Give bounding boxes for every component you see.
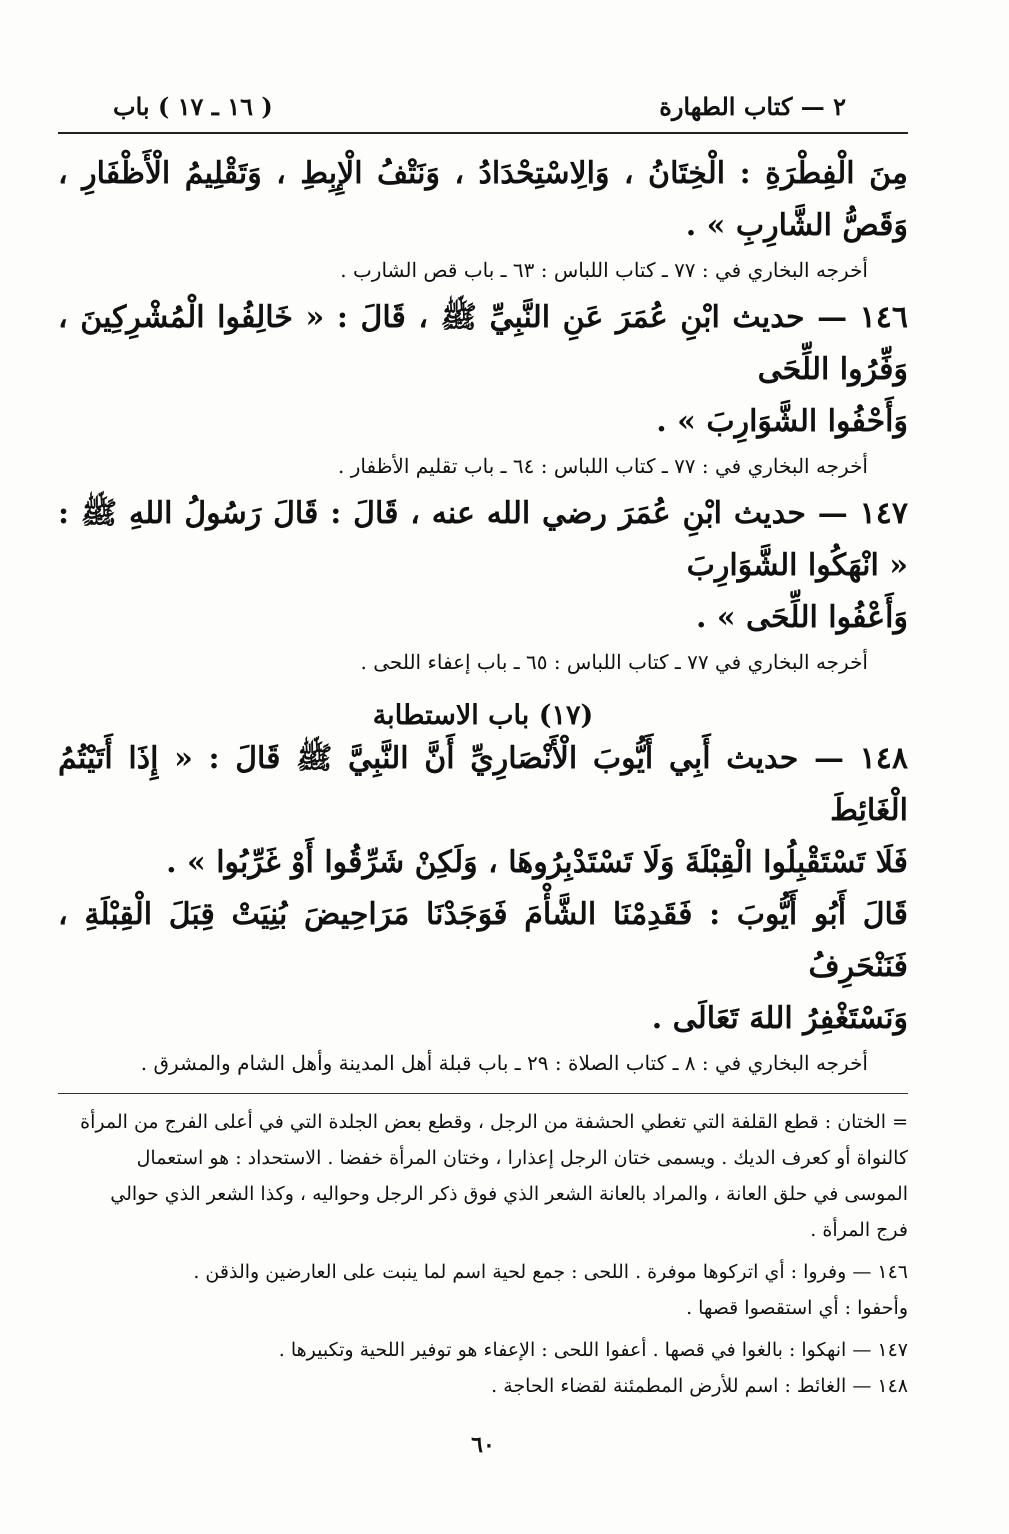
page-number: ٦٠ — [471, 1432, 495, 1458]
book-page — [58, 88, 908, 1498]
hadith-148-line3: قَالَ أَبُو أَيُّوبَ : فَقَدِمْنَا الشَّأْمَ فَوَجَدْنَا مَرَاحِيضَ بُنِيَتْ قِبَلَ الْقِبْلَةِ ، فَنَنْحَرِفُ — [58, 897, 908, 984]
footnote-145-line1: = الختان : قطع القلفة التي تغطي الحشفة من الرجل ، وقطع بعض الجلدة التي في أعلى الفرج من المرأة — [80, 1111, 908, 1133]
hadith-146-line2: وَأَحْفُوا الشَّوَارِبَ » . — [656, 404, 908, 439]
chapter-range: ( ١٦ ـ ١٧ ) باب — [113, 92, 273, 121]
reference-145: أخرجه البخاري في : ٧٧ ـ كتاب اللباس : ٦٣ ـ باب قص الشارب . — [340, 258, 868, 282]
hadith-145-continuation: مِنَ الْفِطْرَةِ : الْخِتَانُ ، وَالِاسْتِحْدَادُ ، وَنَتْفُ الْإِبِطِ ، وَتَقْلِيمُ الْأَظْفَارِ ، وَقَصُّ الشَّارِبِ » . — [58, 156, 908, 243]
hadith-148-line1: ١٤٨ — حديث أَبِي أَيُّوبَ الْأَنْصَارِيِّ أَنَّ النَّبِيَّ ﷺ قَالَ : « إِذَا أَتَيْتُمُ الْغَائِطَ — [58, 741, 908, 828]
footnote-147: ١٤٧ — انهكوا : بالغوا في قصها . أعفوا اللحى : الإعفاء هو توفير اللحية وتكبيرها . — [278, 1339, 908, 1361]
footnote-148: ١٤٨ — الغائط : اسم للأرض المطمئنة لقضاء الحاجة . — [491, 1375, 908, 1397]
hadith-146-line1: ١٤٦ — حديث ابْنِ عُمَرَ عَنِ النَّبِيِّ ﷺ ، قَالَ : « خَالِفُوا الْمُشْرِكِينَ ، وَفِّرُوا اللِّحَى — [58, 300, 908, 387]
chapter-title: (١٧) باب الاستطابة — [372, 700, 594, 731]
hadith-148-line4: وَنَسْتَغْفِرُ اللهَ تَعَالَى . — [651, 1001, 908, 1036]
reference-148: أخرجه البخاري في : ٨ ـ كتاب الصلاة : ٢٩ ـ باب قبلة أهل المدينة وأهل الشام والمشرق . — [140, 1051, 868, 1075]
footnote-145-line3: الموسى في حلق العانة ، والمراد بالعانة الشعر الذي فوق ذكر الرجل وحواليه ، وكذا الشعر الذي حوالي — [110, 1183, 908, 1205]
running-header — [58, 88, 908, 134]
reference-147: أخرجه البخاري في ٧٧ ـ كتاب اللباس : ٦٥ ـ باب إعفاء اللحى . — [360, 650, 868, 674]
reference-146: أخرجه البخاري في : ٧٧ ـ كتاب اللباس : ٦٤ ـ باب تقليم الأظفار . — [337, 454, 868, 478]
footnote-146-line1: ١٤٦ — وفروا : أي اتركوها موفرة . اللحى : جمع لحية اسم لما ينبت على العارضين والذقن . — [193, 1261, 908, 1283]
hadith-147-line2: وَأَعْفُوا اللِّحَى » . — [695, 600, 908, 635]
footnote-145-line4: فرج المرأة . — [810, 1219, 908, 1241]
footnote-separator — [58, 1093, 908, 1094]
hadith-147-line1: ١٤٧ — حديث ابْنِ عُمَرَ رضي الله عنه ، قَالَ : قَالَ رَسُولُ اللهِ ﷺ : « انْهَكُوا الشَّوَارِبَ — [58, 496, 908, 583]
hadith-148-line2: فَلَا تَسْتَقْبِلُوا الْقِبْلَةَ وَلَا تَسْتَدْبِرُوهَا ، وَلَكِنْ شَرِّقُوا أَوْ غَرِّبُوا » . — [166, 845, 908, 880]
book-section-title: ٢ — كتاب الطهارة — [659, 92, 846, 121]
footnote-146-line2: وأحفوا : أي استقصوا قصها . — [686, 1297, 908, 1319]
footnote-145-line2: كالنواة أو كعرف الديك . ويسمى ختان الرجل إعذارا ، وختان المرأة خفضا . الاستحداد : هو استعمال — [136, 1147, 908, 1169]
